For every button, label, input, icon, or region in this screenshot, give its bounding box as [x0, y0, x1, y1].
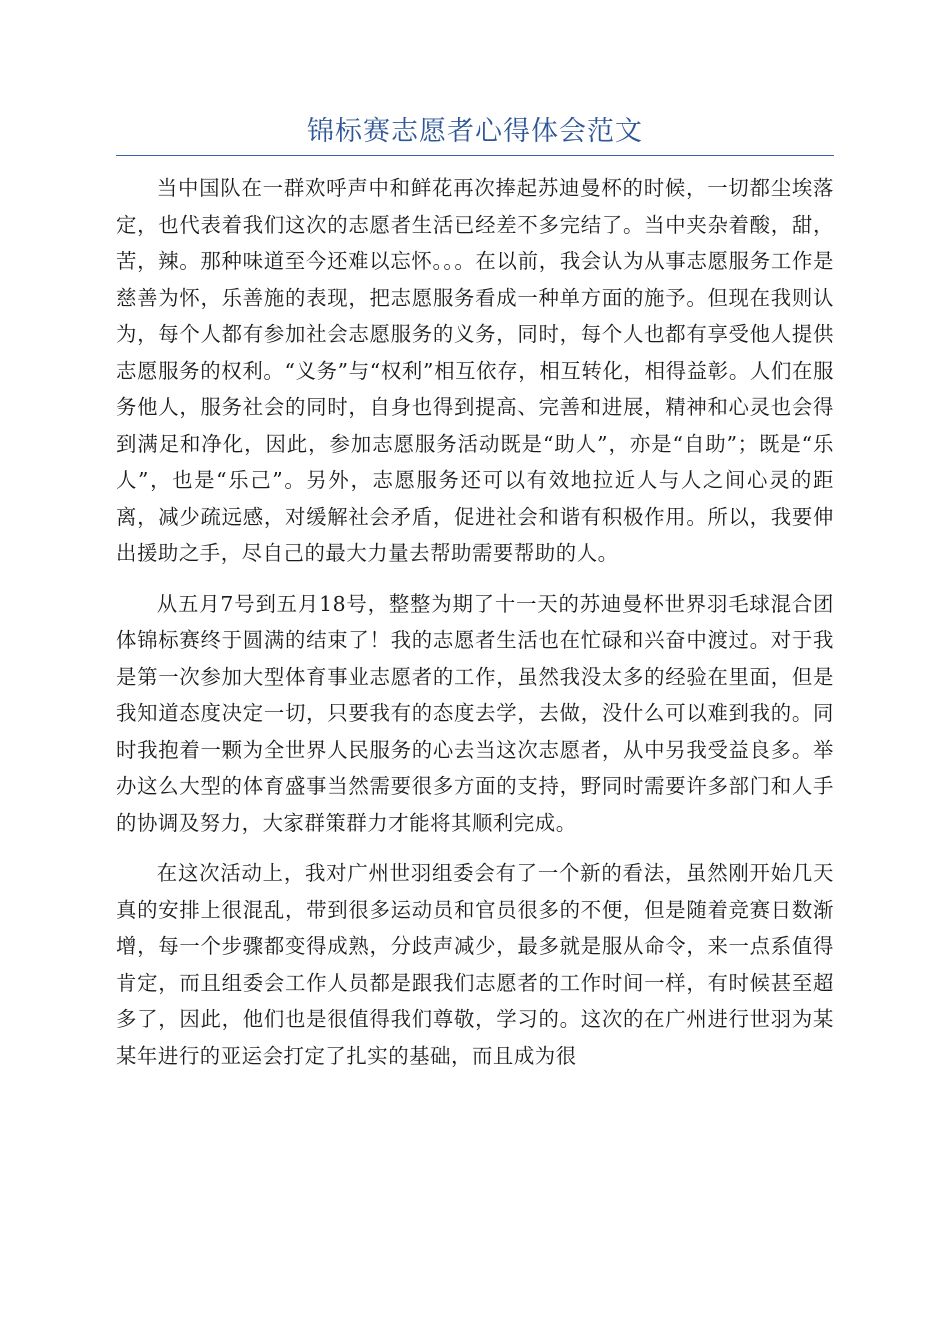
title-underline — [116, 155, 834, 156]
paragraph: 当中国队在一群欢呼声中和鲜花再次捧起苏迪曼杯的时候，一切都尘埃落定，也代表着我们这次的志愿者生活已经差不多完结了。当中夹杂着酸，甜，苦，辣。那种味道至今还难以忘怀。。。在以前，我会认为从事志愿服务工作是慈善为怀，乐善施的表现，把志愿服务看成一种单方面的施予。但现在我则认为，每个人都有参加社会志愿服务的义务，同时，每个人也都有享受他人提供志愿服务的权利。“义务”与“权利”相互依存，相互转化，相得益彰。人们在服务他人，服务社会的同时，自身也得到提高、完善和进展，精神和心灵也会得到满足和净化，因此，参加志愿服务活动既是“助人”，亦是“自助”；既是“乐人”，也是“乐己”。另外，志愿服务还可以有效地拉近人与人之间心灵的距离，减少疏远感，对缓解社会矛盾，促进社会和谐有积极作用。所以，我要伸出援助之手，尽自己的最大力量去帮助需要帮助的人。 — [116, 176, 834, 565]
document-body — [116, 170, 834, 1088]
document-title: 锦标赛志愿者心得体会范文 — [307, 116, 643, 147]
paragraph: 在这次活动上，我对广州世羽组委会有了一个新的看法，虽然刚开始几天真的安排上很混乱，带到很多运动员和官员很多的不便，但是随着竞赛日数渐增，每一个步骤都变得成熟，分歧声减少，最多就是服从命令，来一点系值得肯定，而且组委会工作人员都是跟我们志愿者的工作时间一样，有时候甚至超多了，因此，他们也是很值得我们尊敬，学习的。这次的在广州进行世羽为某某年进行的亚运会打定了扎实的基础，而且成为很 — [116, 861, 834, 1068]
paragraph: 从五月7号到五月18号，整整为期了十一天的苏迪曼杯世界羽毛球混合团体锦标赛终于圆满的结束了！我的志愿者生活也在忙碌和兴奋中渡过。对于我是第一次参加大型体育事业志愿者的工作，虽然我没太多的经验在里面，但是我知道态度决定一切，只要我有的态度去学，去做，没什么可以难到我的。同时我抱着一颗为全世界人民服务的心去当这次志愿者，从中另我受益良多。举办这么大型的体育盛事当然需要很多方面的支持，野同时需要许多部门和人手的协调及努力，大家群策群力才能将其顺利完成。 — [116, 591, 834, 835]
